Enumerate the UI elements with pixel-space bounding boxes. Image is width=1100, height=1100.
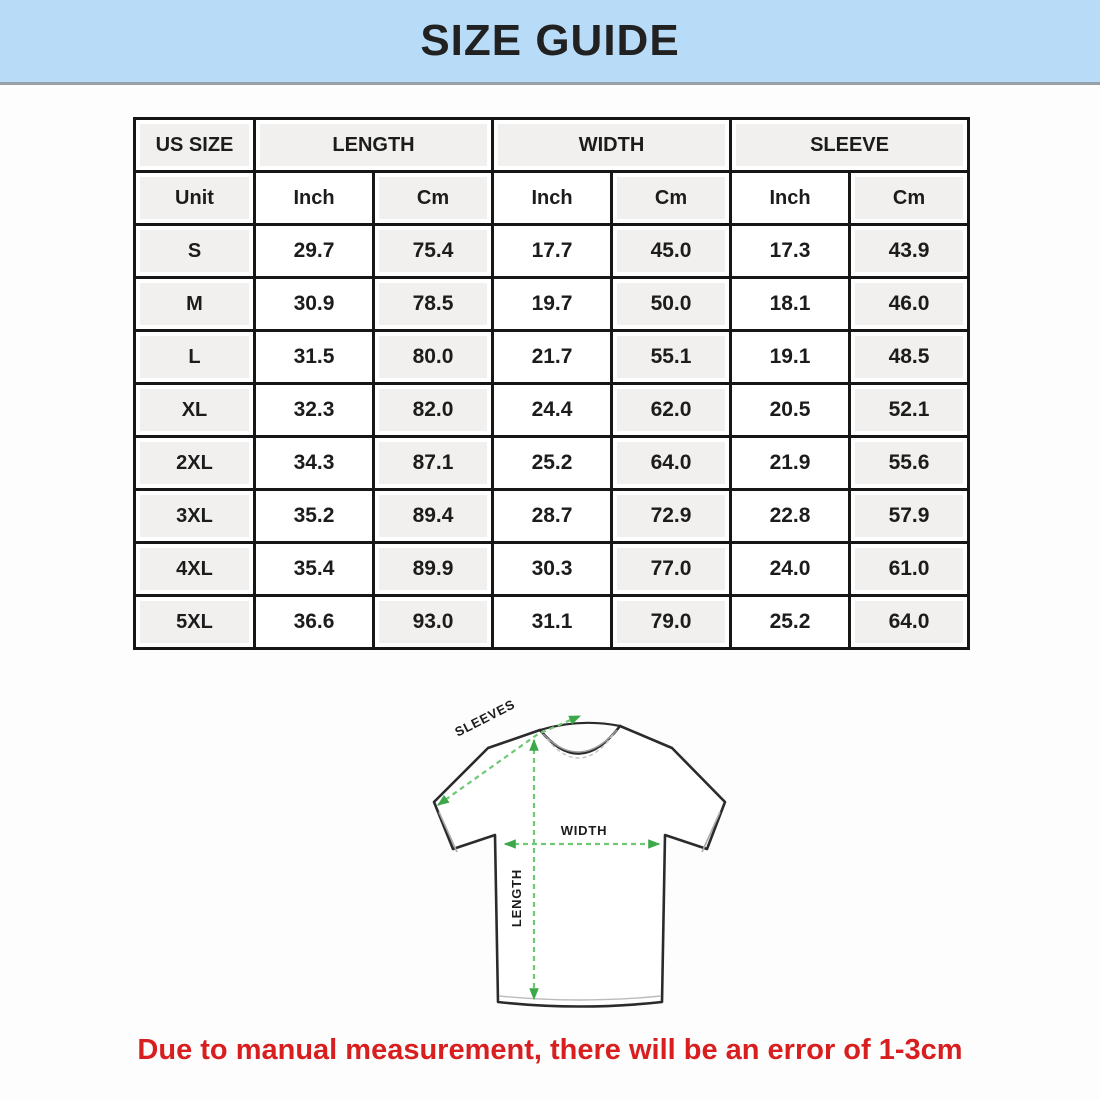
table-row xyxy=(135,490,969,543)
value-cell: 52.1 xyxy=(850,384,969,437)
value-cell: 18.1 xyxy=(731,278,850,331)
table-row xyxy=(135,225,969,278)
value-cell: 89.4 xyxy=(374,490,493,543)
value-cell: 31.1 xyxy=(493,596,612,649)
size-cell: 5XL xyxy=(135,596,255,649)
size-cell: 2XL xyxy=(135,437,255,490)
value-cell: 79.0 xyxy=(612,596,731,649)
value-cell: 89.9 xyxy=(374,543,493,596)
value-cell: 30.9 xyxy=(255,278,374,331)
col-header-us-size: US SIZE xyxy=(135,119,255,172)
banner xyxy=(0,0,1100,85)
value-cell: 19.7 xyxy=(493,278,612,331)
size-cell: L xyxy=(135,331,255,384)
unit-cell: Inch xyxy=(493,172,612,225)
col-header-length: LENGTH xyxy=(255,119,493,172)
col-header-width: WIDTH xyxy=(493,119,731,172)
value-cell: 19.1 xyxy=(731,331,850,384)
width-label: WIDTH xyxy=(560,823,608,838)
value-cell: 24.0 xyxy=(731,543,850,596)
value-cell: 75.4 xyxy=(374,225,493,278)
measurement-disclaimer: Due to manual measurement, there will be an error of 1-3cm xyxy=(137,1034,963,1066)
table-row xyxy=(135,437,969,490)
size-cell: S xyxy=(135,225,255,278)
value-cell: 17.3 xyxy=(731,225,850,278)
size-cell: M xyxy=(135,278,255,331)
value-cell: 22.8 xyxy=(731,490,850,543)
value-cell: 31.5 xyxy=(255,331,374,384)
table-row xyxy=(135,543,969,596)
value-cell: 21.7 xyxy=(493,331,612,384)
value-cell: 32.3 xyxy=(255,384,374,437)
value-cell: 35.4 xyxy=(255,543,374,596)
unit-header-cell: Unit xyxy=(135,172,255,225)
unit-cell: Cm xyxy=(850,172,969,225)
value-cell: 34.3 xyxy=(255,437,374,490)
value-cell: 93.0 xyxy=(374,596,493,649)
value-cell: 55.6 xyxy=(850,437,969,490)
value-cell: 45.0 xyxy=(612,225,731,278)
value-cell: 77.0 xyxy=(612,543,731,596)
value-cell: 80.0 xyxy=(374,331,493,384)
tshirt-measurement-diagram xyxy=(392,684,752,1044)
size-table-container xyxy=(133,117,970,650)
table-group-header-row xyxy=(135,119,969,172)
value-cell: 25.2 xyxy=(731,596,850,649)
value-cell: 61.0 xyxy=(850,543,969,596)
value-cell: 57.9 xyxy=(850,490,969,543)
value-cell: 46.0 xyxy=(850,278,969,331)
table-row xyxy=(135,596,969,649)
unit-cell: Cm xyxy=(374,172,493,225)
value-cell: 64.0 xyxy=(612,437,731,490)
value-cell: 64.0 xyxy=(850,596,969,649)
size-cell: XL xyxy=(135,384,255,437)
table-row xyxy=(135,384,969,437)
length-label: LENGTH xyxy=(509,868,524,928)
value-cell: 48.5 xyxy=(850,331,969,384)
table-row xyxy=(135,331,969,384)
sleeves-label: SLEEVES xyxy=(452,696,518,740)
size-cell: 3XL xyxy=(135,490,255,543)
value-cell: 35.2 xyxy=(255,490,374,543)
unit-cell: Inch xyxy=(731,172,850,225)
value-cell: 50.0 xyxy=(612,278,731,331)
value-cell: 28.7 xyxy=(493,490,612,543)
size-table xyxy=(133,117,970,650)
table-row xyxy=(135,278,969,331)
value-cell: 82.0 xyxy=(374,384,493,437)
value-cell: 25.2 xyxy=(493,437,612,490)
col-header-sleeve: SLEEVE xyxy=(731,119,969,172)
value-cell: 21.9 xyxy=(731,437,850,490)
value-cell: 72.9 xyxy=(612,490,731,543)
page-title: SIZE GUIDE xyxy=(420,16,680,65)
unit-cell: Cm xyxy=(612,172,731,225)
value-cell: 29.7 xyxy=(255,225,374,278)
value-cell: 24.4 xyxy=(493,384,612,437)
value-cell: 55.1 xyxy=(612,331,731,384)
value-cell: 78.5 xyxy=(374,278,493,331)
value-cell: 36.6 xyxy=(255,596,374,649)
value-cell: 20.5 xyxy=(731,384,850,437)
value-cell: 62.0 xyxy=(612,384,731,437)
value-cell: 17.7 xyxy=(493,225,612,278)
unit-cell: Inch xyxy=(255,172,374,225)
tshirt-outline xyxy=(434,726,725,1007)
value-cell: 43.9 xyxy=(850,225,969,278)
size-cell: 4XL xyxy=(135,543,255,596)
value-cell: 87.1 xyxy=(374,437,493,490)
value-cell: 30.3 xyxy=(493,543,612,596)
table-unit-row xyxy=(135,172,969,225)
